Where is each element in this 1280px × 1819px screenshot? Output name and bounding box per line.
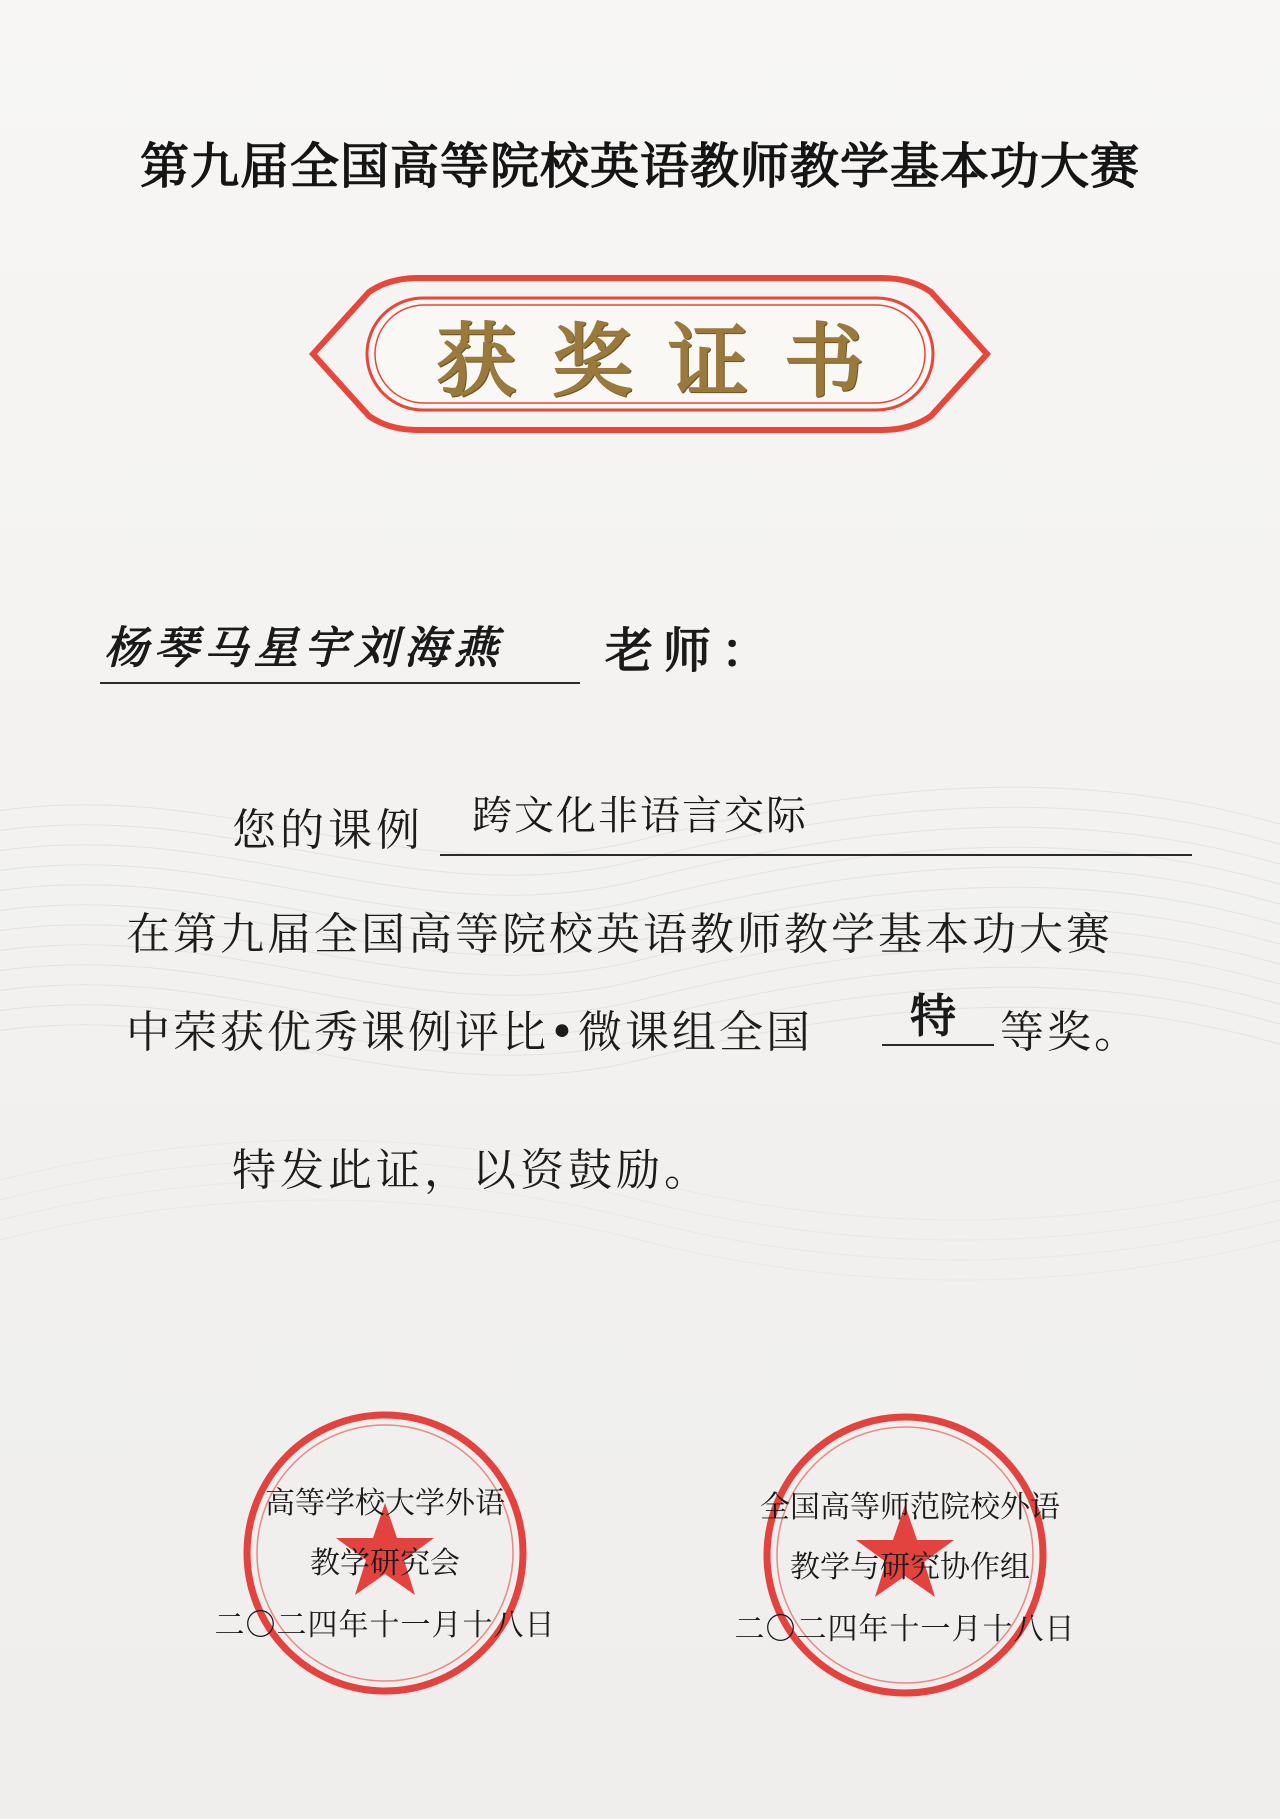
banner-title: 获奖证书 (436, 313, 900, 408)
award-grade: 特 (910, 989, 956, 1043)
issuer-left-date: 二〇二四年十一月十八日 (214, 1608, 556, 1643)
certificate-main-title: 第九届全国高等院校英语教师教学基本功大赛 (139, 138, 1140, 195)
issuer-left-name-line2: 教学研究会 (310, 1546, 460, 1581)
issuer-left-name-line1: 高等学校大学外语 (265, 1486, 505, 1521)
recipient-names: 杨琴马星宇刘海燕 (104, 623, 504, 674)
course-label: 您的课例 (232, 805, 424, 856)
competition-statement: 在第九届全国高等院校英语教师教学基本功大赛 (126, 909, 1113, 960)
issuer-right-name-line2: 教学与研究协作组 (790, 1550, 1030, 1585)
award-category: 中荣获优秀课例评比•微课组全国 (126, 1007, 813, 1058)
award-suffix: 等奖。 (1000, 1007, 1141, 1058)
course-name: 跨文化非语言交际 (472, 793, 808, 839)
closing-statement: 特发此证，以资鼓励。 (232, 1145, 712, 1196)
issuer-right-name-line1: 全国高等师范院校外语 (760, 1490, 1060, 1525)
award-banner (309, 272, 991, 436)
issuer-right-date: 二〇二四年十一月十八日 (734, 1612, 1076, 1647)
recipient-title-suffix: 老师： (605, 623, 780, 679)
